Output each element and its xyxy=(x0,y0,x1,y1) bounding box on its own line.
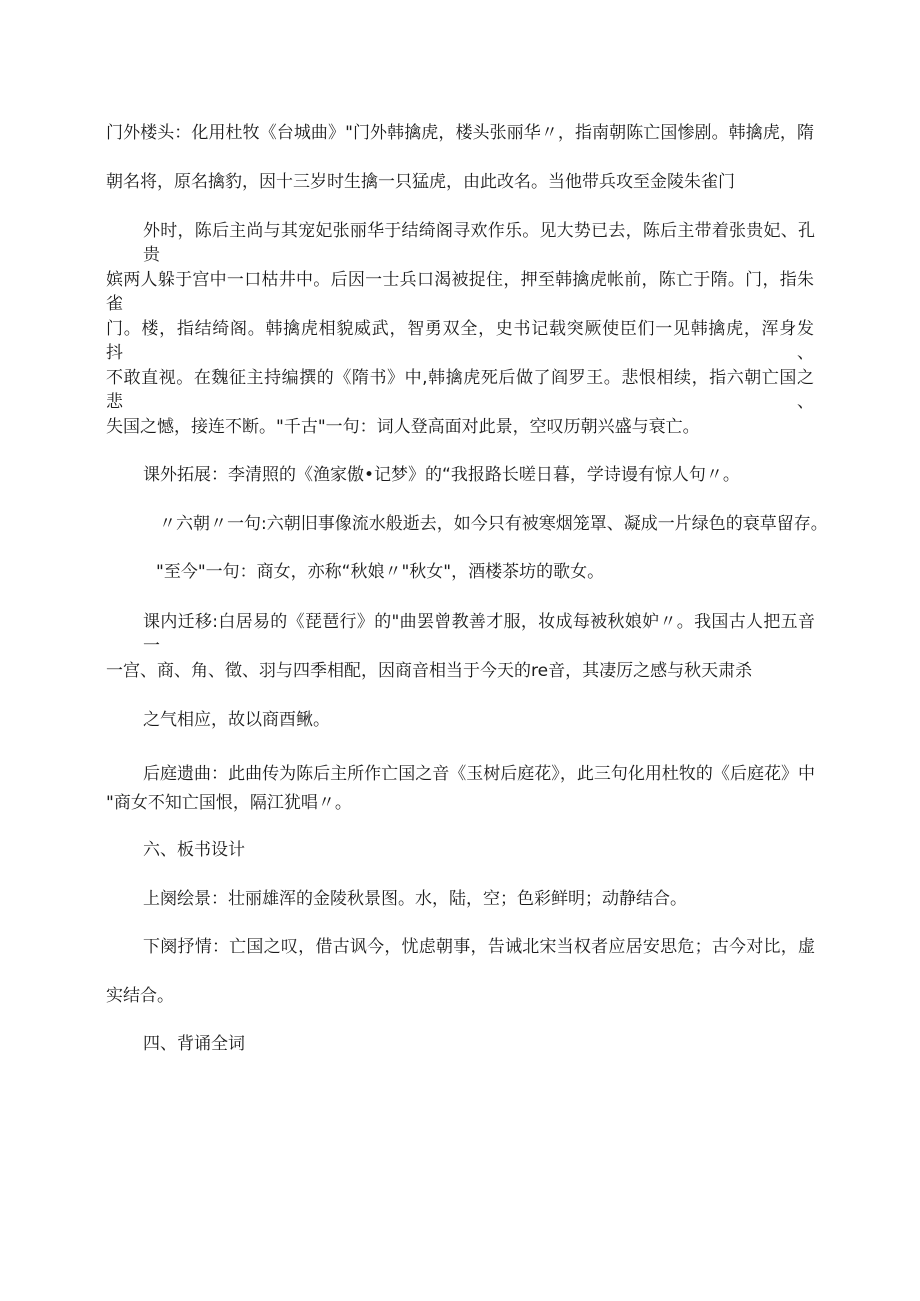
paragraph-line-6: 不敢直视。在魏征主持编撰的《隋书》中,韩擒虎死后做了阎罗王。悲恨相续，指六朝亡国之悲、 xyxy=(106,368,814,412)
paragraph-line-4: 嫔两人躲于宫中一口枯井中。后因一士兵口渴被捉住，押至韩擒虎帐前，陈亡于隋。门，指朱雀 xyxy=(106,270,814,314)
paragraph-line-7: 失国之憾，接连不断。"千古"一句：词人登高面对此景，空叹历朝兴盛与衰亡。 xyxy=(106,417,700,437)
section-heading-board-design: 六、板书设计 xyxy=(143,840,245,860)
extension-line: 课外拓展：李清照的《渔家傲•记梦》的“我报路长嗟日暮，学诗谩有惊人句〃。 xyxy=(143,465,740,485)
transfer-line-1: 课内迁移:白居易的《琵琶行》的"曲罢曾教善才服，妆成每被秋娘妒〃。我国古人把五音一 xyxy=(143,612,815,656)
paragraph-line-2: 朝名将，原名擒豹，因十三岁时生擒一只猛虎，由此改名。当他带兵攻至金陵朱雀门 xyxy=(106,172,735,192)
board-upper-line: 上阕绘景：壮丽雄浑的金陵秋景图。水，陆，空；色彩鲜明；动静结合。 xyxy=(143,889,687,909)
transfer-line-3: 之气相应，故以商酉鳅。 xyxy=(143,710,330,730)
houting-line-2: "商女不知亡国恨，隔江犹唱〃。 xyxy=(106,793,352,813)
liuchao-line: 〃六朝〃一句:六朝旧事像流水般逝去，如今只有被寒烟笼罩、凝成一片绿色的衰草留存。 xyxy=(159,514,828,534)
paragraph-line-5: 门。楼，指结绮阁。韩擒虎相貌威武，智勇双全，史书记载突厥使臣们一见韩擒虎，浑身发抖、 xyxy=(106,319,814,363)
paragraph-line-1: 门外楼头：化用杜牧《台城曲》"门外韩擒虎，楼头张丽华〃，指南朝陈亡国惨剧。韩擒虎，隋 xyxy=(106,123,814,143)
board-lower-line-1: 下阕抒情：亡国之叹，借古讽今，忧虑朝事，告诫北宋当权者应居安思危；古今对比，虚 xyxy=(143,937,815,957)
zhijin-line: "至今"一句：商女，亦称“秋娘〃"秋女"，酒楼茶坊的歌女。 xyxy=(156,562,605,582)
board-lower-line-2: 实结合。 xyxy=(106,986,174,1006)
section-heading-recite: 四、背诵全词 xyxy=(143,1034,245,1054)
transfer-line-2: 一宫、商、角、徵、羽与四季相配，因商音相当于今天的re音，其凄厉之感与秋天肃杀 xyxy=(106,661,753,681)
paragraph-line-3: 外时，陈后主尚与其宠妃张丽华于结绮阁寻欢作乐。见大势已去，陈后主带着张贵妃、孔贵 xyxy=(143,221,815,265)
houting-line-1: 后庭遗曲：此曲传为陈后主所作亡国之音《玉树后庭花》，此三句化用杜牧的《后庭花》中 xyxy=(143,764,815,784)
